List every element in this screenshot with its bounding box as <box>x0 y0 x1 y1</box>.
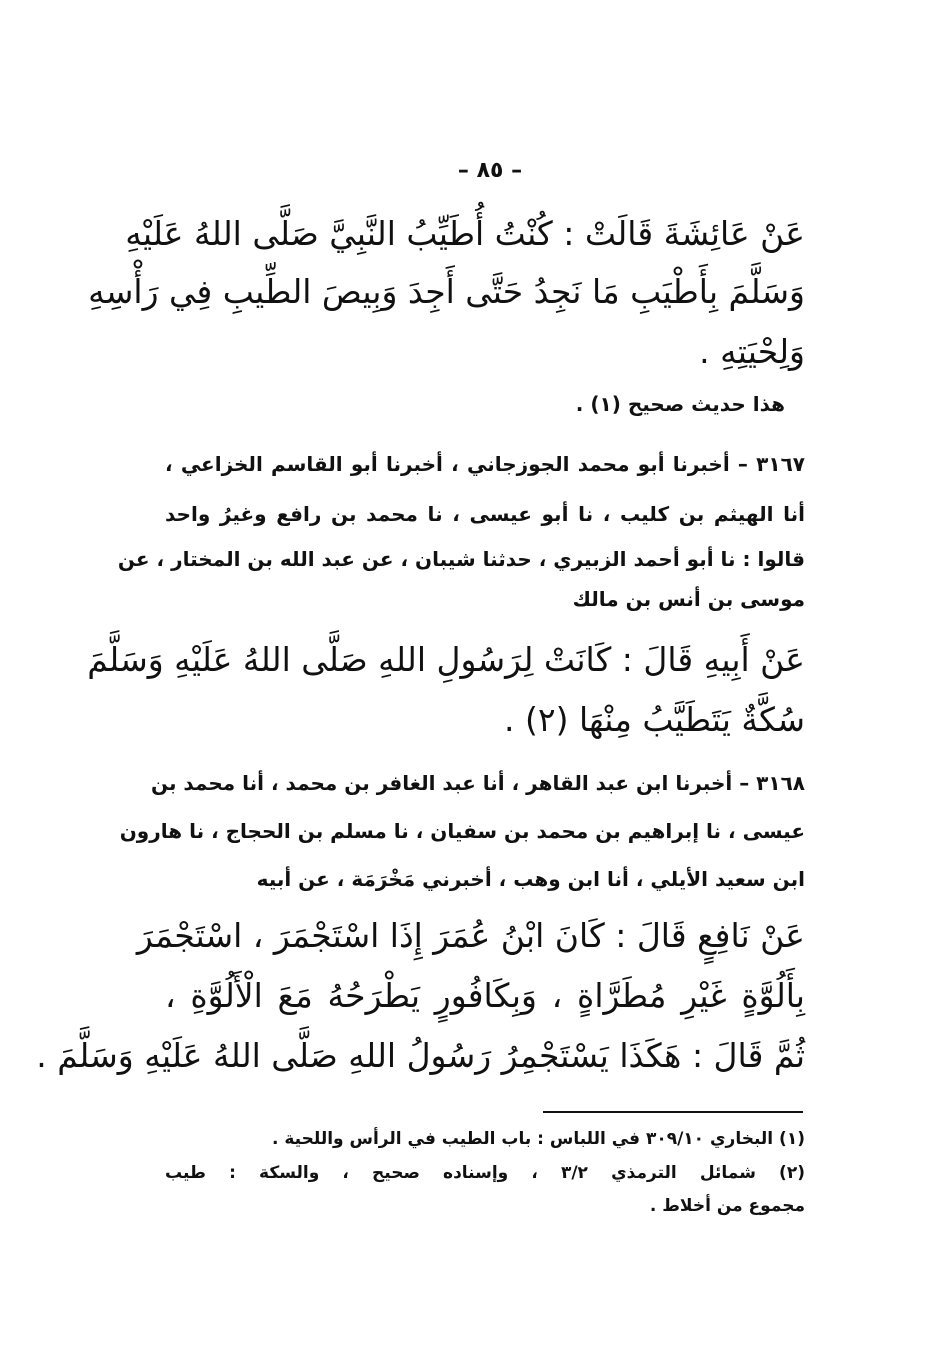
isnad-line: عيسى ، نا إبراهيم بن محمد بن سفيان ، نا مسلم بن الحجاج ، نا هارون <box>119 819 805 843</box>
hadith-line: بِأَلُوَّةٍ غَيْرِ مُطَرَّاةٍ ، وَبِكَافُورٍ يَطْرَحُهُ مَعَ الْأَلُوَّةِ ، <box>165 976 805 1015</box>
hadith-line: سُكَّةٌ يَتَطَيَّبُ مِنْهَا (٢) . <box>504 700 805 739</box>
page-number: – ٨٥ – <box>457 158 523 183</box>
hadith-line: عَنْ عَائِشَةَ قَالَتْ : كُنْتُ أُطَيِّبُ النَّبِيَّ صَلَّى اللهُ عَلَيْهِ <box>125 214 805 253</box>
isnad-line: موسى بن أنس بن مالك <box>572 587 805 611</box>
hadith-line: ثُمَّ قَالَ : هَكَذَا يَسْتَجْمِرُ رَسُولُ اللهِ صَلَّى اللهُ عَلَيْهِ وَسَلَّمَ . <box>36 1036 805 1075</box>
hadith-grade: هذا حديث صحيح (١) . <box>575 392 785 416</box>
footnote: مجموع من أخلاط . <box>649 1196 805 1216</box>
hadith-line: عَنْ نَافِعٍ قَالَ : كَانَ ابْنُ عُمَرَ إِذَا اسْتَجْمَرَ ، اسْتَجْمَرَ <box>136 916 805 955</box>
hadith-line: وَسَلَّمَ بِأَطْيَبِ مَا نَجِدُ حَتَّى أَجِدَ وَبِيصَ الطِّيبِ فِي رَأْسِهِ <box>88 272 805 311</box>
footnote: (٢) شمائل الترمذي ٣/٢ ، وإسناده صحيح ، والسكة : طيب <box>165 1163 805 1183</box>
hadith-line: وَلِحْيَتِهِ . <box>699 332 805 371</box>
isnad-line: أنا الهيثم بن كليب ، نا أبو عيسى ، نا محمد بن رافع وغيرُ واحد <box>165 502 805 526</box>
isnad-line: ٣١٦٨ – أخبرنا ابن عبد القاهر ، أنا عبد الغافر بن محمد ، أنا محمد بن <box>150 771 805 795</box>
footnote-divider <box>543 1111 803 1113</box>
footnote: (١) البخاري ٣٠٩/١٠ في اللباس : باب الطيب في الرأس واللحية . <box>272 1129 805 1149</box>
isnad-line: ابن سعيد الأيلي ، أنا ابن وهب ، أخبرني مَخْرَمَة ، عن أبيه <box>256 867 805 891</box>
isnad-line: قالوا : نا أبو أحمد الزبيري ، حدثنا شيبان ، عن عبد الله بن المختار ، عن <box>117 547 805 571</box>
hadith-line: عَنْ أَبِيهِ قَالَ : كَانَتْ لِرَسُولِ اللهِ صَلَّى اللهُ عَلَيْهِ وَسَلَّمَ <box>87 640 805 679</box>
isnad-line: ٣١٦٧ – أخبرنا أبو محمد الجوزجاني ، أخبرنا أبو القاسم الخزاعي ، <box>165 452 805 476</box>
